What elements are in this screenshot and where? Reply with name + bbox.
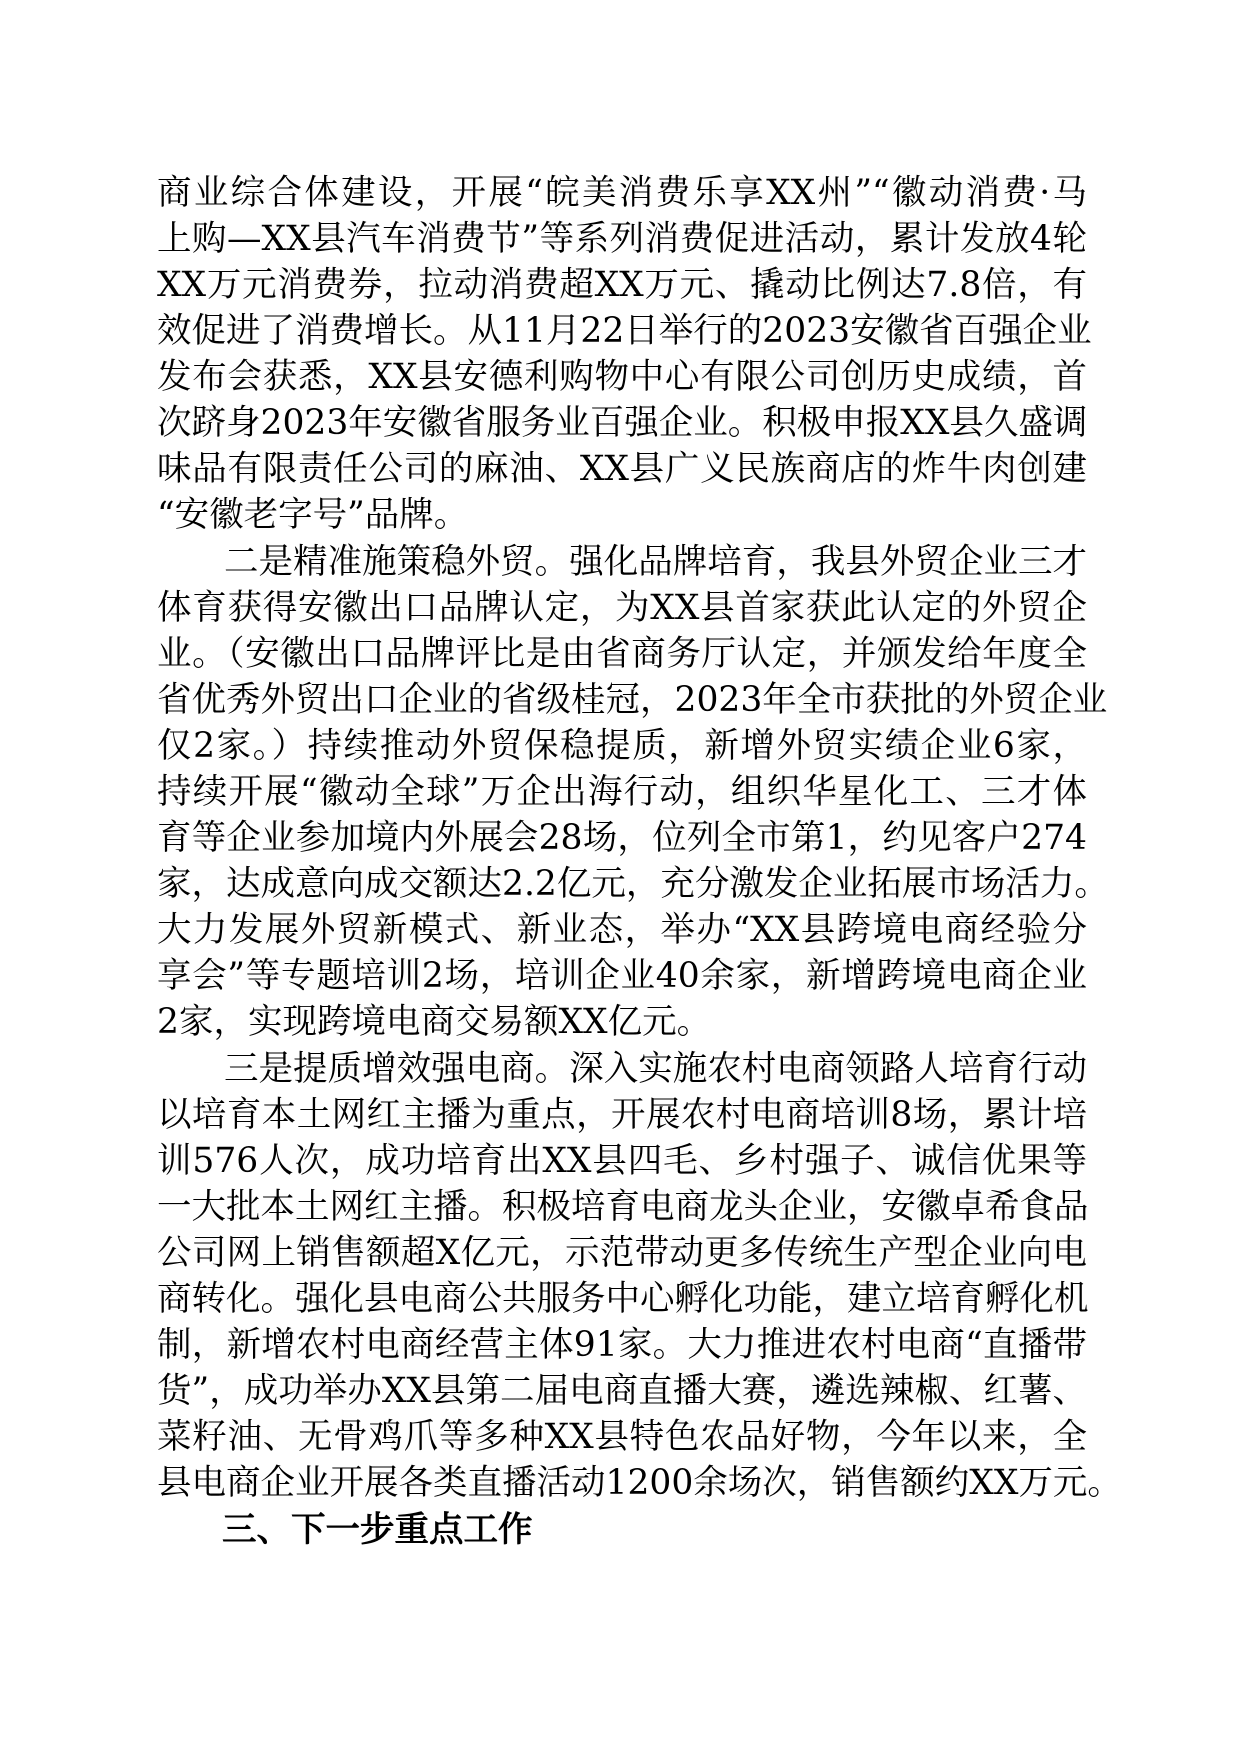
paragraph-2-line-10: 享会”等专题培训2场，培训企业40余家，新增跨境电商企业 xyxy=(157,956,1087,996)
paragraph-2-line-7: 育等企业参加境内外展会28场，位列全市第1，约见客户274 xyxy=(157,818,1087,858)
paragraph-3-line-3: 训576人次，成功培育出XX县四毛、乡村强子、诚信优果等 xyxy=(157,1141,1087,1181)
paragraph-3-line-2: 以培育本土网红主播为重点，开展农村电商培训8场，累计培 xyxy=(157,1095,1087,1135)
paragraph-1-line-3: XX万元消费券，拉动消费超XX万元、撬动比例达7.8倍，有 xyxy=(157,265,1087,305)
paragraph-2-line-6: 持续开展“徽动全球”万企出海行动，组织华星化工、三才体 xyxy=(157,772,1087,812)
paragraph-2-line-11: 2家，实现跨境电商交易额XX亿元。 xyxy=(157,1002,712,1042)
paragraph-3-line-5: 公司网上销售额超X亿元，示范带动更多传统生产型企业向电 xyxy=(157,1233,1087,1273)
paragraph-2-line-4: 省优秀外贸出口企业的省级桂冠，2023年全市获批的外贸企业 xyxy=(157,680,1108,720)
paragraph-1-line-5: 发布会获悉，XX县安德利购物中心有限公司创历史成绩，首 xyxy=(157,357,1087,397)
paragraph-1-line-8: “安徽老字号”品牌。 xyxy=(157,495,469,535)
paragraph-2-line-9: 大力发展外贸新模式、新业态，举办“XX县跨境电商经验分 xyxy=(157,910,1087,950)
paragraph-2-line-1: 二是精准施策稳外贸。强化品牌培育，我县外贸企业三才 xyxy=(224,542,1087,582)
paragraph-1-line-6: 次跻身2023年安徽省服务业百强企业。积极申报XX县久盛调 xyxy=(157,403,1088,443)
paragraph-2-line-3: 业。（安徽出口品牌评比是由省商务厅认定，并颁发给年度全 xyxy=(157,634,1087,674)
paragraph-1-line-4: 效促进了消费增长。从11月22日举行的2023安徽省百强企业 xyxy=(157,311,1092,351)
paragraph-2-line-2: 体育获得安徽出口品牌认定，为XX县首家获此认定的外贸企 xyxy=(157,588,1087,628)
paragraph-2-line-8: 家，达成意向成交额达2.2亿元，充分激发企业拓展市场活力。 xyxy=(157,864,1109,904)
paragraph-3-line-9: 菜籽油、无骨鸡爪等多种XX县特色农品好物，今年以来，全 xyxy=(157,1417,1087,1457)
paragraph-1-line-1: 商业综合体建设，开展“皖美消费乐享XX州”“徽动消费·马 xyxy=(157,173,1087,213)
paragraph-3-line-1: 三是提质增效强电商。深入实施农村电商领路人培育行动 xyxy=(224,1049,1087,1089)
paragraph-3-line-8: 货”，成功举办XX县第二届电商直播大赛，遴选辣椒、红薯、 xyxy=(157,1371,1087,1411)
paragraph-3-line-4: 一大批本土网红主播。积极培育电商龙头企业，安徽卓希食品 xyxy=(157,1187,1089,1227)
paragraph-3-line-6: 商转化。强化县电商公共服务中心孵化功能，建立培育孵化机 xyxy=(157,1279,1089,1319)
paragraph-1-line-7: 味品有限责任公司的麻油、XX县广义民族商店的炸牛肉创建 xyxy=(157,449,1087,489)
paragraph-3-line-10: 县电商企业开展各类直播活动1200余场次，销售额约XX万元。 xyxy=(157,1463,1122,1503)
section-heading: 三、下一步重点工作 xyxy=(222,1510,533,1550)
paragraph-3-line-7: 制，新增农村电商经营主体91家。大力推进农村电商“直播带 xyxy=(157,1325,1087,1365)
paragraph-2-line-5: 仅2家。）持续推动外贸保稳提质，新增外贸实绩企业6家， xyxy=(157,726,1087,766)
paragraph-1-line-2: 上购—XX县汽车消费节”等系列消费促进活动，累计发放4轮 xyxy=(157,219,1087,259)
